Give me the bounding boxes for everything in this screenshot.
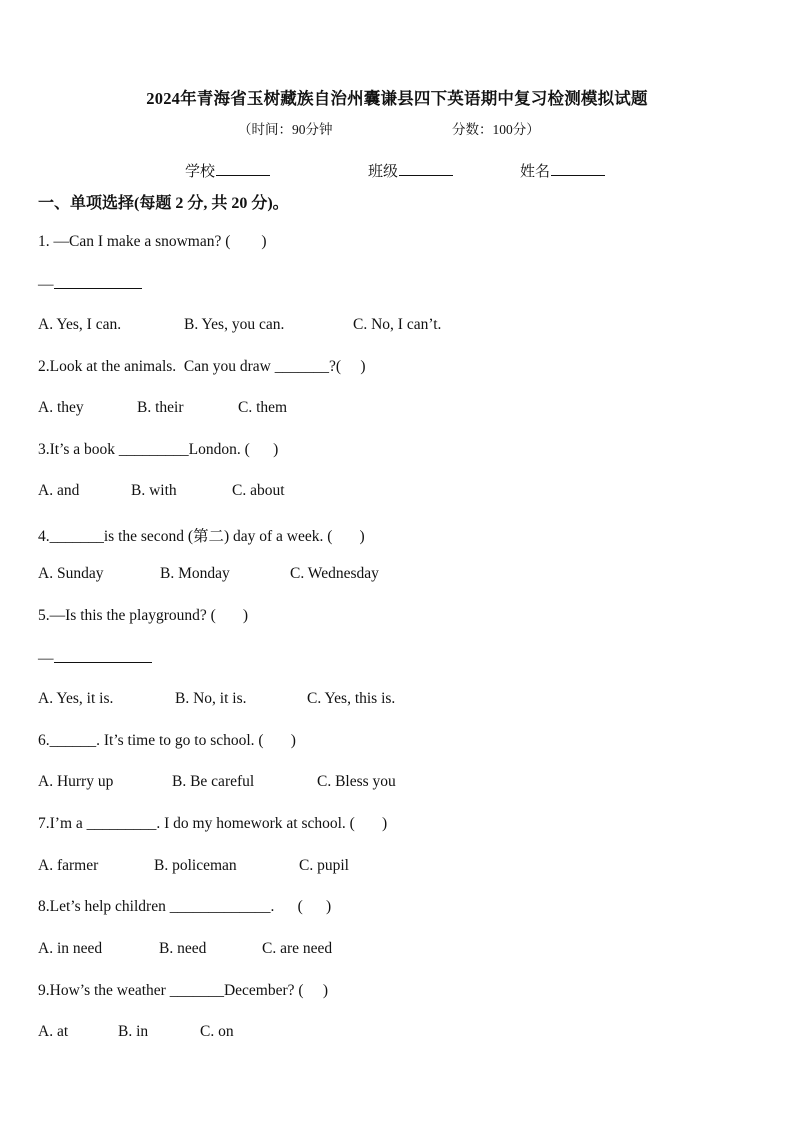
answer-dash: — xyxy=(38,650,54,667)
question-3-option-b[interactable]: B. with xyxy=(131,482,177,499)
page-title: 2024年青海省玉树藏族自治州囊谦县四下英语期中复习检测模拟试题 xyxy=(146,89,648,108)
question-1-option-b[interactable]: B. Yes, you can. xyxy=(184,316,285,333)
question-9-option-b[interactable]: B. in xyxy=(118,1023,149,1040)
question-2-option-b[interactable]: B. their xyxy=(137,399,184,416)
name-blank[interactable] xyxy=(551,161,605,176)
answer-blank[interactable] xyxy=(54,648,152,663)
question-2-option-c[interactable]: C. them xyxy=(238,399,288,416)
question-8-option-b[interactable]: B. need xyxy=(159,940,207,957)
question-4-option-b[interactable]: B. Monday xyxy=(160,565,230,582)
question-4-option-c[interactable]: C. Wednesday xyxy=(290,565,379,582)
class-field xyxy=(368,160,453,181)
school-label: 学校 xyxy=(185,164,216,180)
question-2-stem: 2.Look at the animals. Can you draw _______?( ) xyxy=(38,358,366,375)
question-3-option-a[interactable]: A. and xyxy=(38,482,80,499)
class-blank[interactable] xyxy=(399,161,453,176)
question-4-option-a[interactable]: A. Sunday xyxy=(38,565,104,582)
school-blank[interactable] xyxy=(216,161,270,176)
question-2-option-a[interactable]: A. they xyxy=(38,399,84,416)
question-6-option-a[interactable]: A. Hurry up xyxy=(38,773,114,790)
question-7-option-c[interactable]: C. pupil xyxy=(299,857,349,874)
question-8-option-a[interactable]: A. in need xyxy=(38,940,103,957)
question-5-option-c[interactable]: C. Yes, this is. xyxy=(307,690,396,707)
question-1-option-a[interactable]: A. Yes, I can. xyxy=(38,316,122,333)
question-5-stem: 5.—Is this the playground? ( ) xyxy=(38,607,249,624)
question-7-option-b[interactable]: B. policeman xyxy=(154,857,237,874)
question-1-option-c[interactable]: C. No, I can’t. xyxy=(353,316,442,333)
question-8-stem: 8.Let’s help children _____________. ( ) xyxy=(38,898,332,915)
exam-time: （时间：90分钟 xyxy=(238,122,333,137)
section-heading: 一、单项选择(每题 2 分, 共 20 分)。 xyxy=(38,195,289,212)
question-6-stem: 6.______. It’s time to go to school. ( ) xyxy=(38,732,296,749)
question-7-stem: 7.I’m a _________. I do my homework at school. ( ) xyxy=(38,815,388,832)
question-6-option-b[interactable]: B. Be careful xyxy=(172,773,255,790)
question-4-stem: 4._______is the second (第二) day of a week. ( ) xyxy=(38,528,365,545)
name-field xyxy=(520,160,605,181)
question-6-option-c[interactable]: C. Bless you xyxy=(317,773,396,790)
answer-dash: — xyxy=(38,276,54,293)
answer-blank[interactable] xyxy=(54,274,142,289)
question-5-answer-line[interactable] xyxy=(38,648,152,668)
question-9-stem: 9.How’s the weather _______December? ( ) xyxy=(38,982,329,999)
question-9-option-c[interactable]: C. on xyxy=(200,1023,234,1040)
school-field xyxy=(185,160,270,181)
question-5-option-a[interactable]: A. Yes, it is. xyxy=(38,690,114,707)
question-9-option-a[interactable]: A. at xyxy=(38,1023,69,1040)
question-5-option-b[interactable]: B. No, it is. xyxy=(175,690,247,707)
question-7-option-a[interactable]: A. farmer xyxy=(38,857,99,874)
question-3-option-c[interactable]: C. about xyxy=(232,482,285,499)
question-1-stem: 1. —Can I make a snowman? ( ) xyxy=(38,233,267,250)
question-8-option-c[interactable]: C. are need xyxy=(262,940,333,957)
class-label: 班级 xyxy=(368,164,399,180)
name-label: 姓名 xyxy=(520,164,551,180)
question-1-answer-line[interactable] xyxy=(38,274,142,294)
question-3-stem: 3.It’s a book _________London. ( ) xyxy=(38,441,279,458)
exam-score: 分数：100分） xyxy=(452,122,540,137)
